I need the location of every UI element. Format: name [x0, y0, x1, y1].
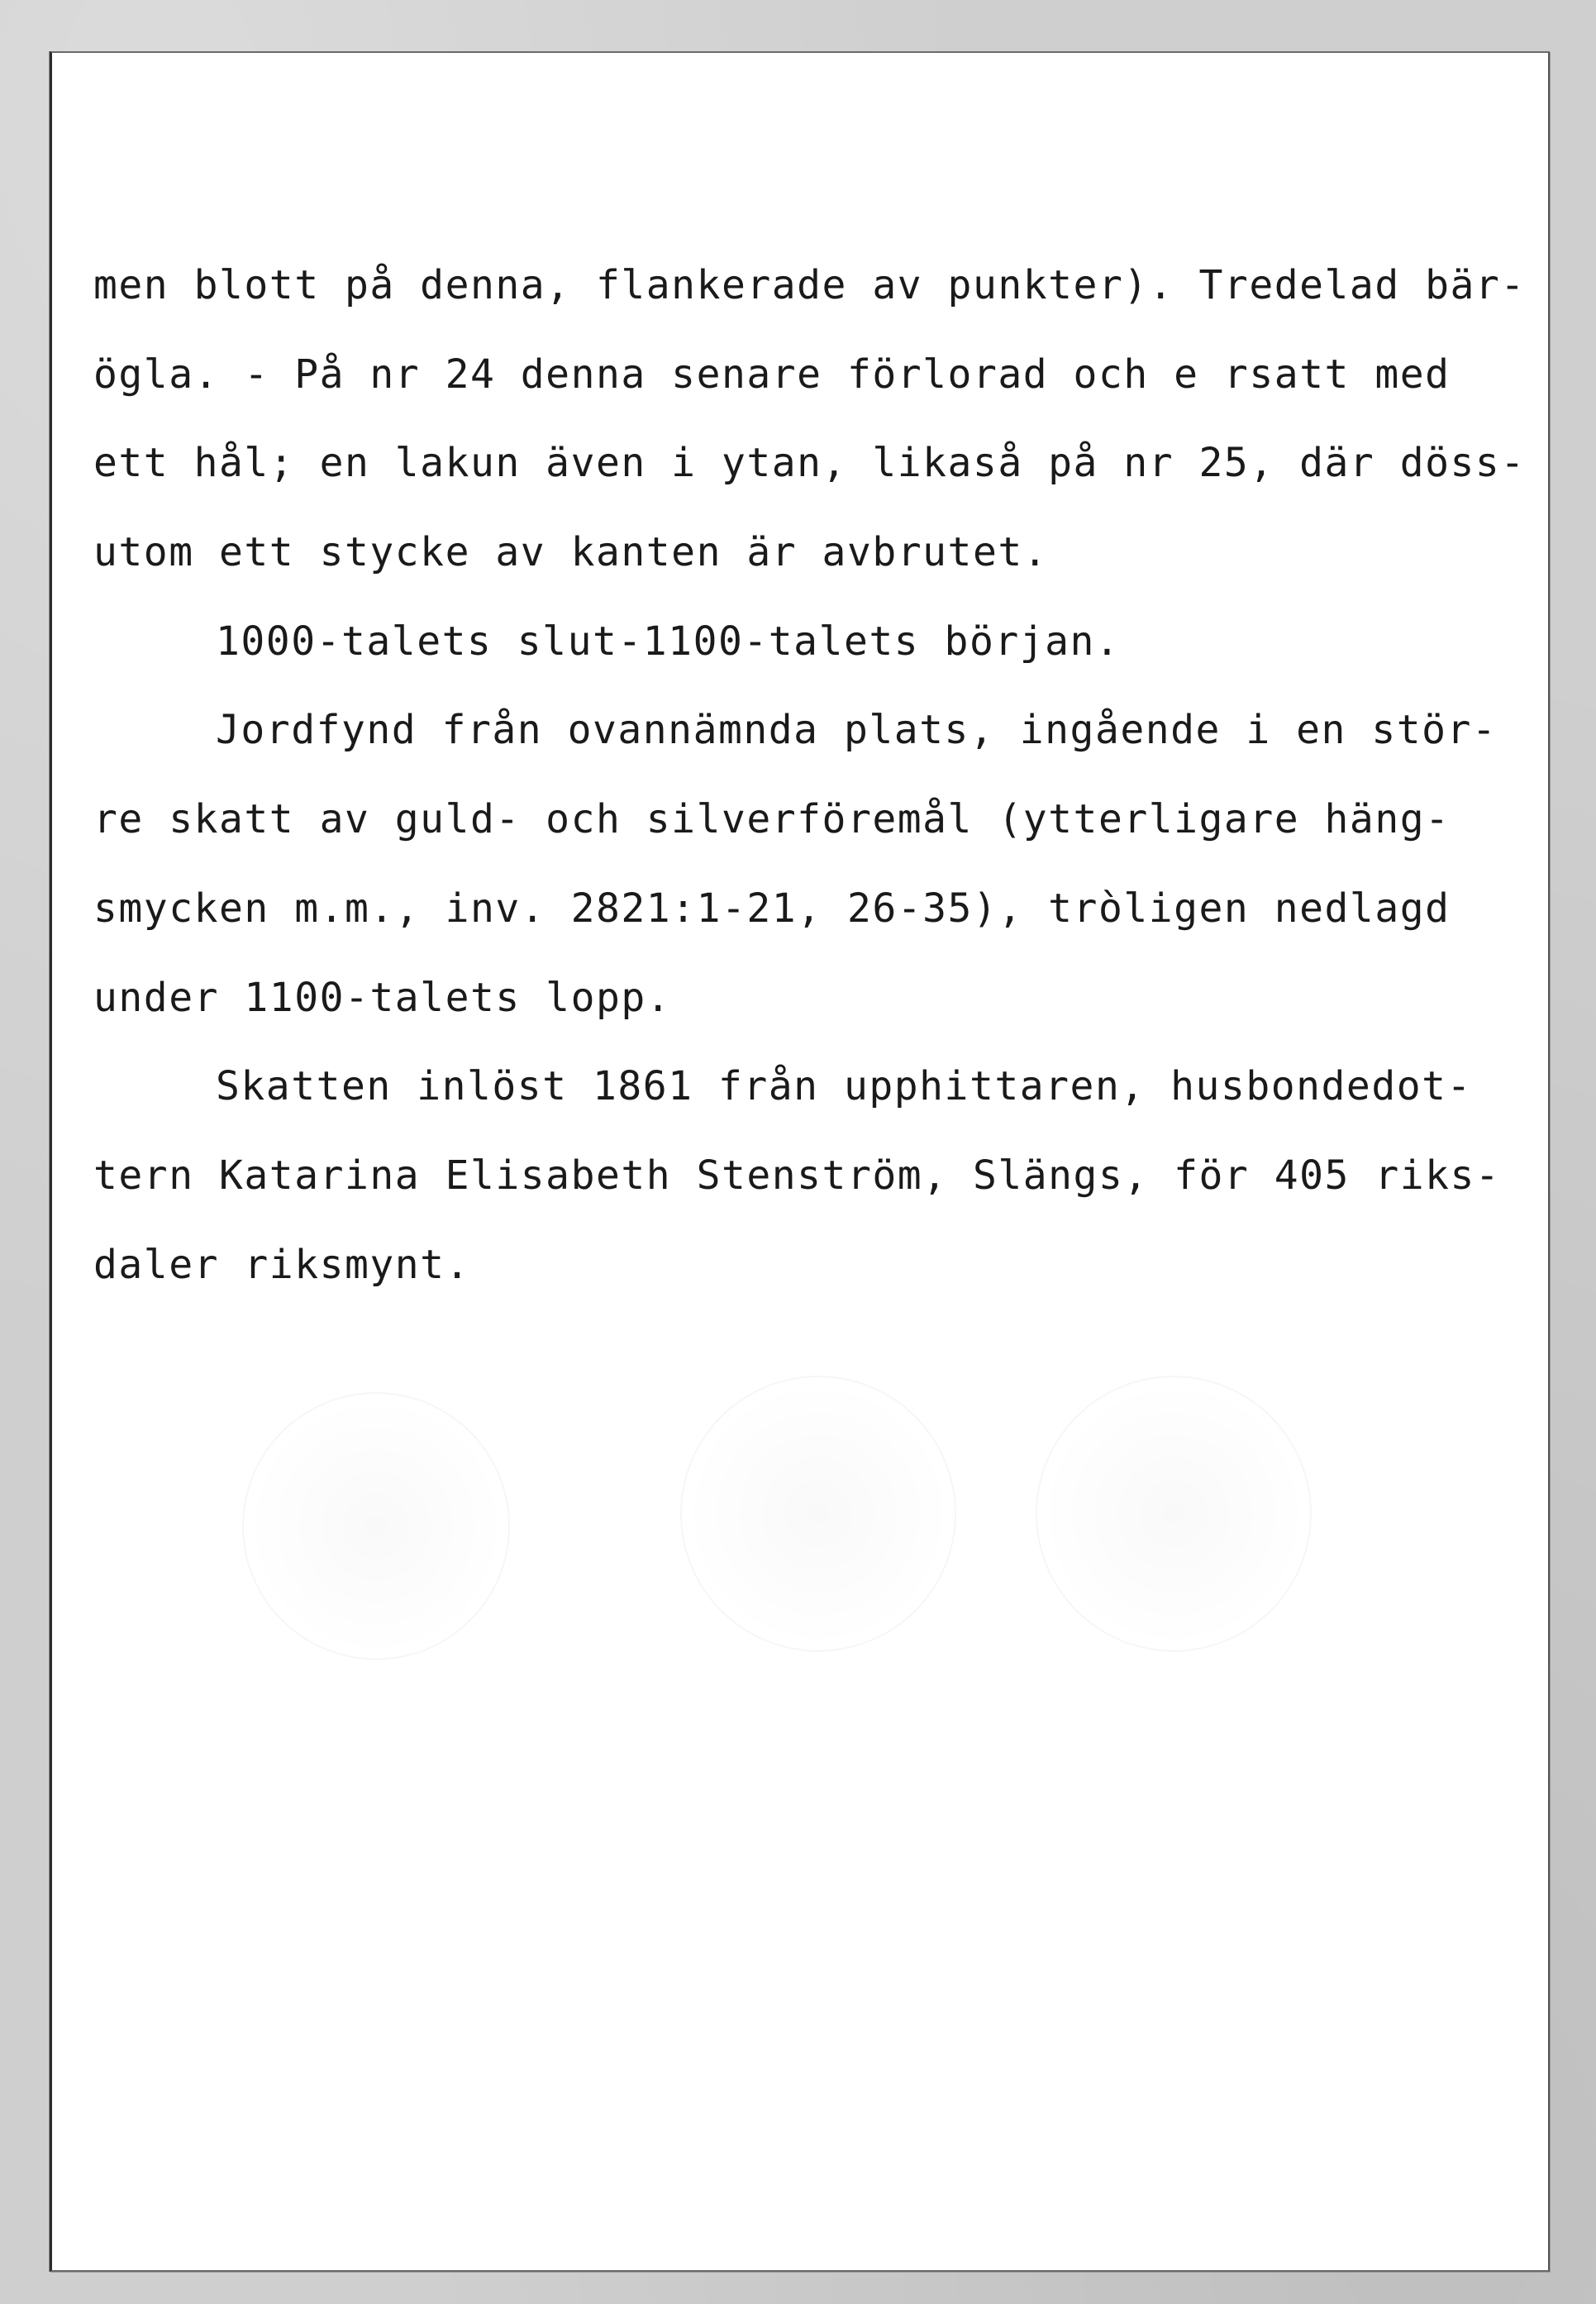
text-line: smycken m.m., inv. 2821:1-21, 26-35), tròligen nedlagd	[93, 885, 1451, 932]
text-line-paragraph-start: Jordfynd från ovannämnda plats, ingående i en stör-	[216, 707, 1498, 754]
text-line: tern Katarina Elisabeth Stenström, Slängs, för 405 riks-	[93, 1152, 1501, 1199]
paper-sheet	[50, 51, 1550, 2272]
text-line: utom ett stycke av kanten är avbrutet.	[93, 529, 1049, 576]
text-line: ett hål; en lakun även i ytan, likaså på nr 25, där döss-	[93, 440, 1526, 487]
text-line-dating: 1000-talets slut-1100-talets början.	[216, 618, 1121, 665]
bleed-through-coin-right	[1036, 1376, 1312, 1652]
text-line: under 1100-talets lopp.	[93, 974, 672, 1021]
text-line: ögla. - På nr 24 denna senare förlorad och e rsatt med	[93, 351, 1451, 398]
typed-text-block	[93, 241, 1548, 1309]
text-line: re skatt av guld- och silverföremål (ytterligare häng-	[93, 796, 1451, 843]
text-line-paragraph-start: Skatten inlöst 1861 från upphittaren, husbondedot-	[216, 1063, 1472, 1110]
text-line: men blott på denna, flankerade av punkter). Tredelad bär-	[93, 262, 1526, 308]
bleed-through-coin-left	[242, 1392, 510, 1660]
bleed-through-coin-middle	[680, 1376, 956, 1652]
text-line: daler riksmynt.	[93, 1241, 470, 1288]
